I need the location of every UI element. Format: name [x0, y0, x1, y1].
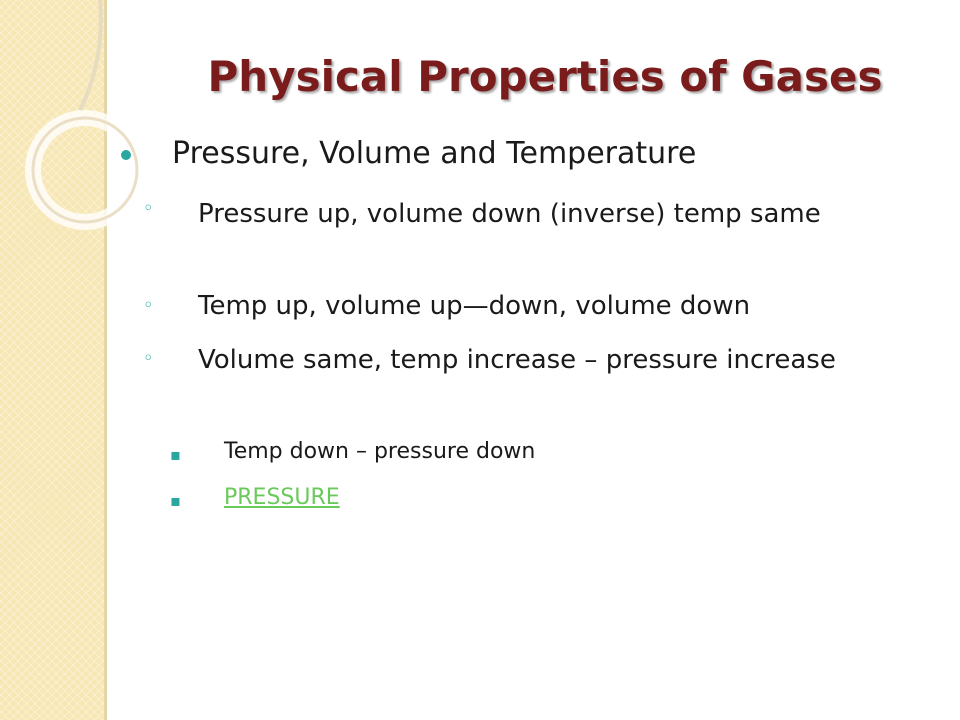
sub-bullet-marker: ◦: [143, 348, 154, 369]
main-bullet-text: Pressure, Volume and Temperature: [172, 136, 697, 171]
sub-sub-bullet-marker: ▪: [170, 491, 181, 510]
decorative-circles-icon: [0, 0, 200, 260]
sub-bullet-marker: ◦: [143, 198, 154, 219]
sub-item-3: Volume same, temp increase – pressure increase: [198, 345, 836, 375]
slide-title: Physical Properties of Gases: [207, 52, 883, 101]
sub-sub-bullet-marker: ▪: [170, 445, 181, 464]
sub-sub-item-1: Temp down – pressure down: [224, 439, 536, 464]
sub-item-1: Pressure up, volume down (inverse) temp same: [198, 199, 821, 229]
bullet-dot: [121, 150, 131, 160]
sub-item-2: Temp up, volume up—down, volume down: [198, 291, 751, 321]
pressure-link[interactable]: PRESSURE: [224, 485, 340, 510]
sub-bullet-marker: ◦: [143, 295, 154, 316]
